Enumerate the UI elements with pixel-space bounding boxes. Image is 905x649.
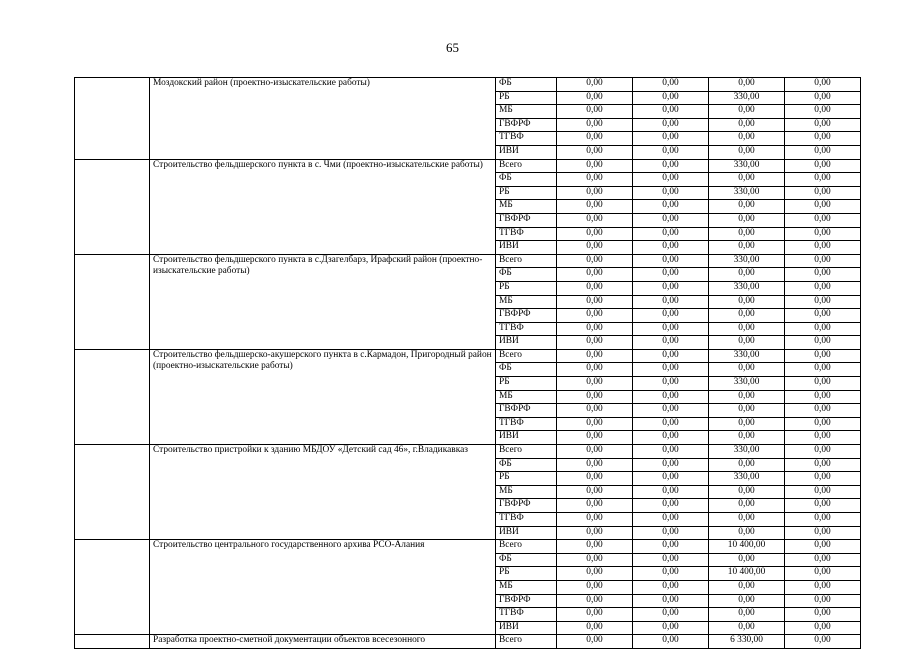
funding-source: РБ: [496, 377, 557, 391]
row-index-cell: [75, 445, 150, 540]
value-cell: 0,00: [709, 173, 785, 187]
value-cell: 0,00: [709, 309, 785, 323]
funding-source: МБ: [496, 105, 557, 119]
row-index-cell: [75, 349, 150, 444]
value-cell: 0,00: [709, 417, 785, 431]
table-row: [75, 78, 861, 92]
value-cell: 0,00: [557, 241, 633, 255]
value-cell: 0,00: [785, 472, 861, 486]
value-cell: 0,00: [633, 173, 709, 187]
value-cell: 0,00: [557, 78, 633, 92]
value-cell: 0,00: [785, 241, 861, 255]
value-cell: 330,00: [709, 377, 785, 391]
funding-source: ГВФРФ: [496, 499, 557, 513]
section-title: Строительство фельдшерско-акушерского пункта в с.Кармадон, Пригородный район (проектно-изыскательские работы): [150, 349, 496, 444]
value-cell: 0,00: [633, 513, 709, 527]
page-number: 65: [446, 40, 459, 55]
value-cell: 0,00: [785, 91, 861, 105]
value-cell: 0,00: [633, 417, 709, 431]
value-cell: 0,00: [709, 241, 785, 255]
funding-source: РБ: [496, 567, 557, 581]
value-cell: 0,00: [785, 159, 861, 173]
value-cell: 0,00: [633, 635, 709, 649]
value-cell: 0,00: [709, 145, 785, 159]
value-cell: 0,00: [557, 268, 633, 282]
value-cell: 0,00: [557, 363, 633, 377]
value-cell: 0,00: [633, 268, 709, 282]
budget-table-body: [75, 78, 861, 649]
value-cell: 0,00: [709, 390, 785, 404]
value-cell: 0,00: [633, 186, 709, 200]
value-cell: 0,00: [557, 431, 633, 445]
value-cell: 10 400,00: [709, 567, 785, 581]
value-cell: 0,00: [633, 349, 709, 363]
value-cell: 0,00: [785, 295, 861, 309]
funding-source: ГВФРФ: [496, 594, 557, 608]
value-cell: 0,00: [709, 458, 785, 472]
value-cell: 0,00: [633, 132, 709, 146]
value-cell: 0,00: [709, 580, 785, 594]
row-index-cell: [75, 159, 150, 254]
value-cell: 330,00: [709, 91, 785, 105]
value-cell: 0,00: [557, 540, 633, 554]
value-cell: 0,00: [785, 200, 861, 214]
funding-source: ТГВФ: [496, 513, 557, 527]
value-cell: 0,00: [785, 78, 861, 92]
value-cell: 0,00: [709, 227, 785, 241]
table-row: [75, 445, 861, 459]
funding-source: МБ: [496, 390, 557, 404]
funding-source: ГВФРФ: [496, 213, 557, 227]
value-cell: 0,00: [633, 322, 709, 336]
value-cell: 0,00: [557, 145, 633, 159]
value-cell: 0,00: [557, 173, 633, 187]
row-index-cell: [75, 635, 150, 649]
value-cell: 0,00: [557, 281, 633, 295]
value-cell: 0,00: [785, 173, 861, 187]
value-cell: 0,00: [633, 363, 709, 377]
value-cell: 0,00: [557, 159, 633, 173]
funding-source: РБ: [496, 472, 557, 486]
value-cell: 0,00: [709, 363, 785, 377]
value-cell: 0,00: [633, 281, 709, 295]
funding-source: Всего: [496, 635, 557, 649]
value-cell: 0,00: [633, 485, 709, 499]
value-cell: 330,00: [709, 186, 785, 200]
value-cell: 0,00: [633, 213, 709, 227]
value-cell: 0,00: [633, 540, 709, 554]
value-cell: 0,00: [709, 322, 785, 336]
value-cell: 0,00: [709, 594, 785, 608]
value-cell: 0,00: [557, 213, 633, 227]
funding-source: ГВФРФ: [496, 309, 557, 323]
value-cell: 0,00: [785, 431, 861, 445]
value-cell: 0,00: [709, 431, 785, 445]
table-row: [75, 254, 861, 268]
value-cell: 0,00: [633, 608, 709, 622]
value-cell: 0,00: [785, 499, 861, 513]
value-cell: 0,00: [633, 241, 709, 255]
value-cell: 0,00: [633, 254, 709, 268]
funding-source: ИВИ: [496, 336, 557, 350]
value-cell: 0,00: [557, 567, 633, 581]
funding-source: ТГВФ: [496, 608, 557, 622]
value-cell: 0,00: [633, 105, 709, 119]
value-cell: 0,00: [785, 268, 861, 282]
value-cell: 0,00: [633, 390, 709, 404]
funding-source: Всего: [496, 445, 557, 459]
funding-source: ТГВФ: [496, 322, 557, 336]
value-cell: 0,00: [785, 336, 861, 350]
value-cell: 0,00: [633, 91, 709, 105]
funding-source: ИВИ: [496, 526, 557, 540]
funding-source: РБ: [496, 91, 557, 105]
value-cell: 0,00: [709, 268, 785, 282]
funding-source: РБ: [496, 186, 557, 200]
value-cell: 0,00: [557, 336, 633, 350]
funding-source: МБ: [496, 485, 557, 499]
value-cell: 0,00: [633, 499, 709, 513]
value-cell: 0,00: [557, 594, 633, 608]
funding-source: ФБ: [496, 268, 557, 282]
value-cell: 0,00: [785, 580, 861, 594]
value-cell: 330,00: [709, 159, 785, 173]
value-cell: 330,00: [709, 472, 785, 486]
funding-source: ГВФРФ: [496, 118, 557, 132]
value-cell: 0,00: [633, 580, 709, 594]
value-cell: 0,00: [633, 200, 709, 214]
value-cell: 0,00: [557, 186, 633, 200]
value-cell: 0,00: [785, 540, 861, 554]
funding-source: ФБ: [496, 458, 557, 472]
budget-table: [74, 77, 861, 649]
section-title: Разработка проектно-сметной документации объектов всесезонного: [150, 635, 496, 649]
funding-source: МБ: [496, 580, 557, 594]
value-cell: 0,00: [709, 404, 785, 418]
value-cell: 0,00: [633, 404, 709, 418]
value-cell: 0,00: [785, 281, 861, 295]
row-index-cell: [75, 540, 150, 635]
value-cell: 0,00: [785, 105, 861, 119]
value-cell: 10 400,00: [709, 540, 785, 554]
value-cell: 0,00: [557, 513, 633, 527]
funding-source: ТГВФ: [496, 132, 557, 146]
value-cell: 0,00: [633, 227, 709, 241]
value-cell: 0,00: [633, 553, 709, 567]
value-cell: 0,00: [785, 309, 861, 323]
value-cell: 0,00: [557, 295, 633, 309]
value-cell: 330,00: [709, 281, 785, 295]
value-cell: 0,00: [709, 553, 785, 567]
value-cell: 0,00: [785, 608, 861, 622]
value-cell: 330,00: [709, 445, 785, 459]
section-title: Моздокский район (проектно-изыскательские работы): [150, 78, 496, 160]
funding-source: ТГВФ: [496, 227, 557, 241]
funding-source: Всего: [496, 540, 557, 554]
value-cell: 0,00: [633, 594, 709, 608]
value-cell: 0,00: [785, 567, 861, 581]
value-cell: 0,00: [633, 159, 709, 173]
value-cell: 0,00: [709, 78, 785, 92]
value-cell: 0,00: [785, 363, 861, 377]
value-cell: 0,00: [557, 309, 633, 323]
value-cell: 6 330,00: [709, 635, 785, 649]
value-cell: 0,00: [709, 608, 785, 622]
funding-source: МБ: [496, 295, 557, 309]
value-cell: 0,00: [785, 526, 861, 540]
funding-source: ТГВФ: [496, 417, 557, 431]
value-cell: 0,00: [557, 377, 633, 391]
funding-source: РБ: [496, 281, 557, 295]
value-cell: 0,00: [785, 553, 861, 567]
value-cell: 330,00: [709, 254, 785, 268]
section-title: Строительство фельдшерского пункта в с. Чми (проектно-изыскательские работы): [150, 159, 496, 254]
value-cell: 0,00: [709, 118, 785, 132]
value-cell: 0,00: [557, 91, 633, 105]
value-cell: 0,00: [709, 499, 785, 513]
value-cell: 0,00: [785, 118, 861, 132]
value-cell: 0,00: [785, 254, 861, 268]
table-row: [75, 159, 861, 173]
value-cell: 0,00: [557, 105, 633, 119]
value-cell: 0,00: [633, 458, 709, 472]
value-cell: 0,00: [557, 132, 633, 146]
value-cell: 0,00: [557, 458, 633, 472]
value-cell: 0,00: [557, 404, 633, 418]
value-cell: 0,00: [557, 227, 633, 241]
value-cell: 0,00: [557, 254, 633, 268]
value-cell: 0,00: [785, 322, 861, 336]
row-index-cell: [75, 78, 150, 160]
value-cell: 0,00: [633, 526, 709, 540]
value-cell: 0,00: [785, 417, 861, 431]
value-cell: 0,00: [709, 213, 785, 227]
value-cell: 0,00: [557, 417, 633, 431]
value-cell: 0,00: [557, 472, 633, 486]
value-cell: 0,00: [557, 580, 633, 594]
value-cell: 0,00: [785, 621, 861, 635]
value-cell: 0,00: [785, 213, 861, 227]
value-cell: 0,00: [785, 377, 861, 391]
funding-source: Всего: [496, 159, 557, 173]
value-cell: 0,00: [633, 118, 709, 132]
row-index-cell: [75, 254, 150, 349]
value-cell: 0,00: [785, 485, 861, 499]
value-cell: 0,00: [709, 200, 785, 214]
value-cell: 0,00: [557, 526, 633, 540]
value-cell: 0,00: [557, 485, 633, 499]
value-cell: 330,00: [709, 349, 785, 363]
funding-source: ГВФРФ: [496, 404, 557, 418]
value-cell: 0,00: [709, 513, 785, 527]
value-cell: 0,00: [785, 404, 861, 418]
value-cell: 0,00: [709, 621, 785, 635]
funding-source: ФБ: [496, 553, 557, 567]
value-cell: 0,00: [633, 621, 709, 635]
funding-source: ФБ: [496, 363, 557, 377]
value-cell: 0,00: [785, 458, 861, 472]
funding-source: ИВИ: [496, 145, 557, 159]
value-cell: 0,00: [785, 132, 861, 146]
section-title: Строительство центрального государственного архива РСО-Алания: [150, 540, 496, 635]
value-cell: 0,00: [785, 349, 861, 363]
value-cell: 0,00: [557, 118, 633, 132]
value-cell: 0,00: [633, 309, 709, 323]
value-cell: 0,00: [785, 594, 861, 608]
value-cell: 0,00: [785, 513, 861, 527]
value-cell: 0,00: [633, 472, 709, 486]
value-cell: 0,00: [557, 621, 633, 635]
value-cell: 0,00: [557, 608, 633, 622]
funding-source: Всего: [496, 254, 557, 268]
funding-source: ИВИ: [496, 621, 557, 635]
value-cell: 0,00: [709, 485, 785, 499]
funding-source: ИВИ: [496, 431, 557, 445]
value-cell: 0,00: [709, 336, 785, 350]
value-cell: 0,00: [633, 295, 709, 309]
value-cell: 0,00: [633, 78, 709, 92]
funding-source: ФБ: [496, 173, 557, 187]
value-cell: 0,00: [785, 145, 861, 159]
value-cell: 0,00: [633, 567, 709, 581]
value-cell: 0,00: [557, 499, 633, 513]
value-cell: 0,00: [709, 105, 785, 119]
value-cell: 0,00: [557, 635, 633, 649]
value-cell: 0,00: [557, 553, 633, 567]
value-cell: 0,00: [785, 186, 861, 200]
funding-source: МБ: [496, 200, 557, 214]
value-cell: 0,00: [557, 200, 633, 214]
section-title: Строительство фельдшерского пункта в с.Дзагелбарз, Ирафский район (проектно-изыскательские работы): [150, 254, 496, 349]
funding-source: ФБ: [496, 78, 557, 92]
value-cell: 0,00: [709, 132, 785, 146]
value-cell: 0,00: [785, 390, 861, 404]
value-cell: 0,00: [633, 336, 709, 350]
value-cell: 0,00: [709, 295, 785, 309]
table-row: [75, 635, 861, 649]
table-row: [75, 349, 861, 363]
table-row: [75, 540, 861, 554]
value-cell: 0,00: [709, 526, 785, 540]
value-cell: 0,00: [557, 322, 633, 336]
value-cell: 0,00: [785, 227, 861, 241]
value-cell: 0,00: [633, 431, 709, 445]
value-cell: 0,00: [557, 445, 633, 459]
funding-source: Всего: [496, 349, 557, 363]
funding-source: ИВИ: [496, 241, 557, 255]
value-cell: 0,00: [557, 349, 633, 363]
section-title: Строительство пристройки к зданию МБДОУ «Детский сад 46», г.Владикавказ: [150, 445, 496, 540]
value-cell: 0,00: [633, 377, 709, 391]
value-cell: 0,00: [633, 145, 709, 159]
value-cell: 0,00: [633, 445, 709, 459]
value-cell: 0,00: [785, 635, 861, 649]
value-cell: 0,00: [785, 445, 861, 459]
value-cell: 0,00: [557, 390, 633, 404]
